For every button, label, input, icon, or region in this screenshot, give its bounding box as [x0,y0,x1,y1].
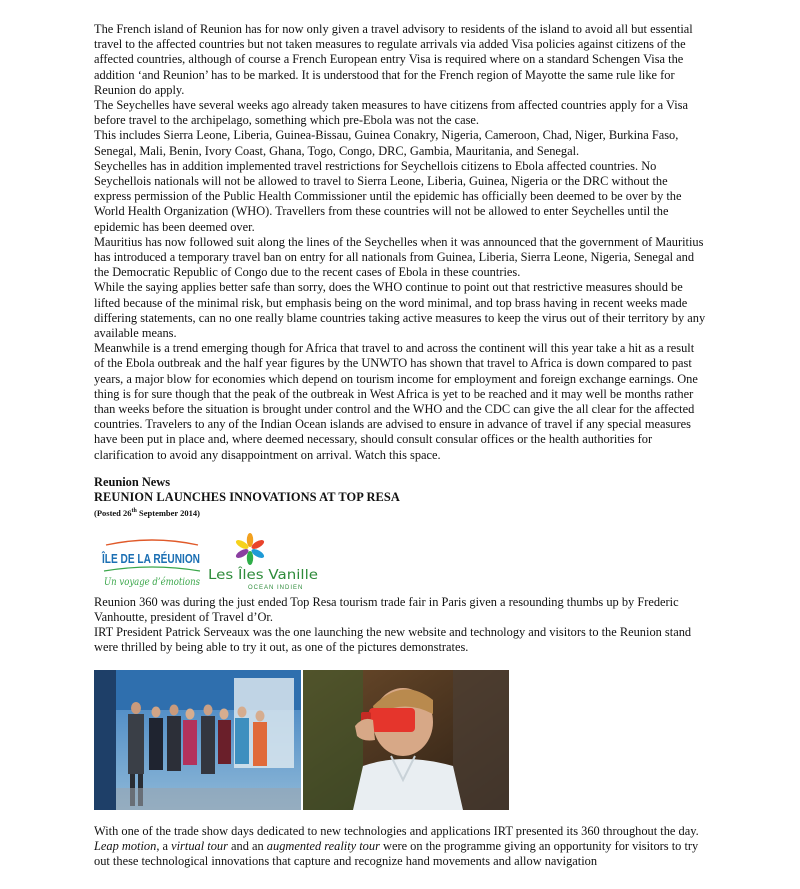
logo-reunion-text: ÎLE DE LA RÉUNION [101,550,200,566]
logo-vanille-text: Les Îles Vanille [208,567,304,583]
article-body-reunion [94,595,706,656]
paragraph: The Seychelles have several weeks ago already taken measures to have citizens from affected countries apply for a Visa before travel to the archipelago, something which pre-Ebola was not the case. [94,98,688,128]
paragraph: With one of the trade show days dedicated to new technologies and applications IRT presented its 360 throughout the day. Leap motion, a virtual tour and an augmented reality tour were on the programme giving an opportunity for visitors to try out these technological innovations that capture and recognize hand movements and allow navigation [94,823,699,868]
paragraph: Mauritius has now followed suit along the lines of the Seychelles when it was announced that the government of Mauritius has introduced a temporary travel ban on entry for all nationals from Guinea, Liberia, Sierra Leone, Nigeria, Senegal and the Democratic Republic of Congo due to the recent cases of Ebola in these countries. [94,234,704,280]
posted-date: (Posted 26th September 2014) [94,507,201,518]
paragraph: Meanwhile is a trend emerging though for Africa that travel to and across the continent will this year take a hit as a result of the Ebola outbreak and the half year figures by the UNWTO has shown that travel to Africa is down compared to past years, a major blow for economies which depend on tourism income for employment and foreign exchange earnings. One thing is for sure though that the peak of the outbreak in West Africa is yet to be reached and it may well be months rather than weeks before the situation is brought under control and the WHO and the CDC can give the all clear for the affected countries. Travelers to any of the Indian Ocean islands are advised to ensure in advance of travel if any special measures have been put in place and, where deemed necessary, should consult consular offices or the health authorities for clarification to avoid any disappointment on arrival. Watch this space. [94,341,698,462]
news-header [94,475,706,519]
section-label: Reunion News [94,474,171,489]
flower-icon [235,533,266,565]
les-iles-vanille-logo [204,533,322,593]
logo-reunion-tagline: Un voyage d’émotions [104,576,200,588]
paragraph: The French island of Reunion has for now only given a travel advisory to residents of the island to avoid all but essential travel to the affected countries but not taken measures to regulate arrivals via added Visa policies against citizens of the affected countries, although of course a French European entry Visa is required where on a standard Schengen Visa the addition ‘and Reunion’ has to be marked. It is understood that for the French region of Mayotte the same rule like for Reunion do apply. [94,22,693,97]
logos-row [94,533,706,595]
photos-row [94,670,706,810]
paragraph: IRT President Patrick Serveaux was the one launching the new website and technology and visitors to the Reunion stand were thrilled by being able to try it out, as one of the pictures demonstrates. [94,625,692,655]
paragraph: This includes Sierra Leone, Liberia, Guinea-Bissau, Guinea Conakry, Nigeria, Cameroon, Chad, Niger, Burkina Faso, Senegal, Mali, Benin, Ivory Coast, Ghana, Togo, Congo, DRC, Gambia, Mauritania, and Senegal. [94,128,679,158]
logo-vanille-subtext: OCEAN INDIEN [248,584,304,591]
paragraph: Reunion 360 was during the just ended Top Resa tourism trade fair in Paris given a resounding thumbs up by Frederic Vanhoutte, president of Travel d’Or. [94,594,679,624]
article-continuation [94,824,706,870]
paragraph: While the saying applies better safe than sorry, does the WHO continue to point out that restrictive measures should be lifted because of the minimal risk, but emphasis being on the word minimal, and top brass having in recent weeks made differing statements, can no one really blame countries taking active measures to keep the virus out of their territory by any available means. [94,280,706,341]
ile-de-la-reunion-logo [98,533,206,593]
group-photo-at-stand [94,670,301,810]
article-body-ebola [94,22,706,463]
article-title: REUNION LAUNCHES INNOVATIONS AT TOP RESA [94,489,400,504]
vr-headset-photo [303,670,509,810]
document-page [94,22,706,869]
paragraph: Seychelles has in addition implemented travel restrictions for Seychellois citizens to Ebola affected countries. No Seychellois nationals will not be allowed to travel to Sierra Leone, Liberia, Guinea, Nigeria or the DRC without the express permission of the Public Health Commissioner until the epidemic has officially been deemed to be over by the World Health Organization (WHO). Travellers from these countries will not be allowed to enter Seychelles until the epidemic has been deemed over. [94,158,682,234]
